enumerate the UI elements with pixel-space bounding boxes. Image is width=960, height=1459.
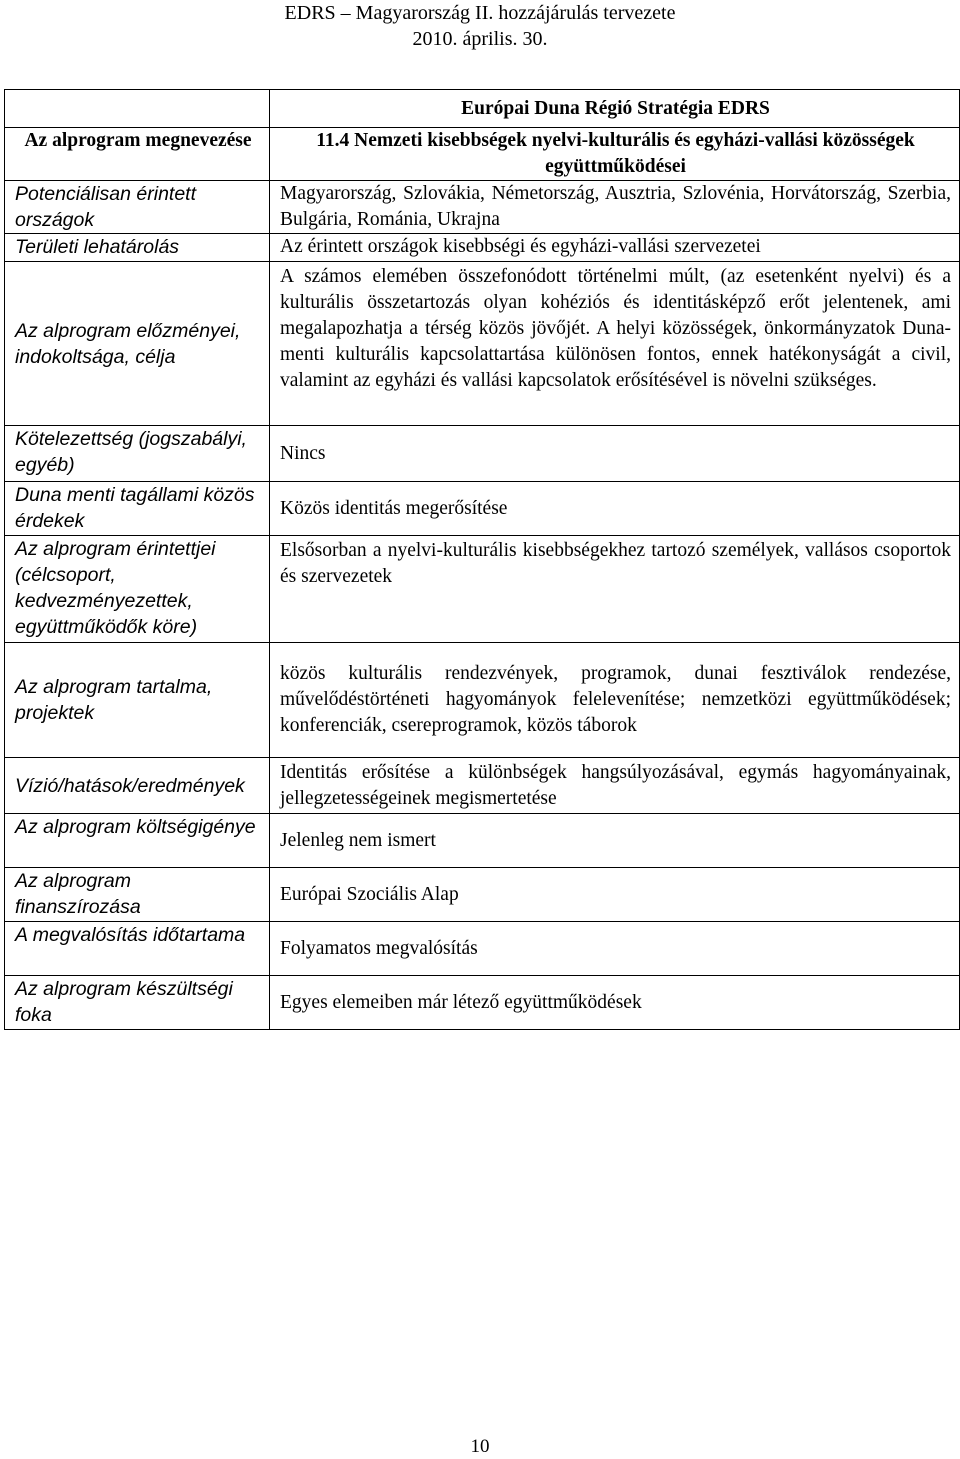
row-value: közös kulturális rendezvények, programok, dunai fesztiválok rendezése, művelődéstörténeti hagyományok felelevenítése; nemzetközi együttműködések; konferenciák, csereprogramok, közös táborok xyxy=(270,643,960,758)
row-value: Nincs xyxy=(270,426,960,482)
row-label: Az alprogram tartalma, projektek xyxy=(5,643,270,758)
header-title: EDRS – Magyarország II. hozzájárulás tervezete xyxy=(284,2,676,24)
row-value: Jelenleg nem ismert xyxy=(270,814,960,868)
row-label: Az alprogram érintettjei (célcsoport, kedvezményezettek, együttműködők köre) xyxy=(5,536,270,643)
page-number: 10 xyxy=(470,1436,490,1457)
row-label: Az alprogram megnevezése xyxy=(5,128,270,181)
page-header xyxy=(0,0,960,52)
table-row xyxy=(5,814,960,868)
program-table xyxy=(4,89,960,1030)
table-row xyxy=(5,426,960,482)
table-row xyxy=(5,536,960,643)
row-label: A megvalósítás időtartama xyxy=(5,922,270,976)
row-value: Európai Szociális Alap xyxy=(270,868,960,922)
row-label: Vízió/hatások/eredmények xyxy=(5,758,270,814)
row-value: Elsősorban a nyelvi-kulturális kisebbségekhez tartozó személyek, vallásos csoportok és szervezetek xyxy=(270,536,960,643)
row-label: Az alprogram előzményei, indokoltsága, célja xyxy=(5,262,270,426)
header-date: 2010. április. 30. xyxy=(412,28,548,50)
table-row xyxy=(5,643,960,758)
table-row xyxy=(5,868,960,922)
program-title: 11.4 Nemzeti kisebbségek nyelvi-kulturális és egyházi-vallási közösségek együttműködései xyxy=(270,128,960,181)
strategy-title: Európai Duna Régió Stratégia EDRS xyxy=(270,90,960,128)
row-value: Egyes elemeiben már létező együttműködések xyxy=(270,976,960,1030)
row-value: Az érintett országok kisebbségi és egyházi-vallási szervezetei xyxy=(270,234,960,262)
row-value: A számos elemében összefonódott történelmi múlt, (az esetenként nyelvi) és a kulturális összetartozás olyan kohéziós és identitásképző erőt jelentenek, ami megalapozhatja a térség közös jövőjét. A helyi közösségek, önkormányzatok Duna-menti kulturális kapcsolattartása különösen fontos, ennek hatékonyságát a civil, valamint az egyházi és vallási kapcsolatok erősítésével is növelni szükséges. xyxy=(270,262,960,426)
table-row xyxy=(5,482,960,536)
table-header-row xyxy=(5,90,960,128)
table-row xyxy=(5,976,960,1030)
row-label: Területi lehatárolás xyxy=(5,234,270,262)
header-empty-cell xyxy=(5,90,270,128)
table-row xyxy=(5,128,960,181)
row-label: Potenciálisan érintett országok xyxy=(5,181,270,234)
row-label: Az alprogram költségigénye xyxy=(5,814,270,868)
table-row xyxy=(5,758,960,814)
row-value: Identitás erősítése a különbségek hangsúlyozásával, egymás hagyományainak, jellegzetességeinek megismertetése xyxy=(270,758,960,814)
table-row xyxy=(5,234,960,262)
row-value: Magyarország, Szlovákia, Németország, Ausztria, Szlovénia, Horvátország, Szerbia, Bulgária, Románia, Ukrajna xyxy=(270,181,960,234)
row-value: Közös identitás megerősítése xyxy=(270,482,960,536)
row-value: Folyamatos megvalósítás xyxy=(270,922,960,976)
row-label: Kötelezettség (jogszabályi, egyéb) xyxy=(5,426,270,482)
row-label: Az alprogram készültségi foka xyxy=(5,976,270,1030)
row-label: Duna menti tagállami közös érdekek xyxy=(5,482,270,536)
row-label: Az alprogram finanszírozása xyxy=(5,868,270,922)
table-row xyxy=(5,262,960,426)
table-row xyxy=(5,181,960,234)
table-row xyxy=(5,922,960,976)
